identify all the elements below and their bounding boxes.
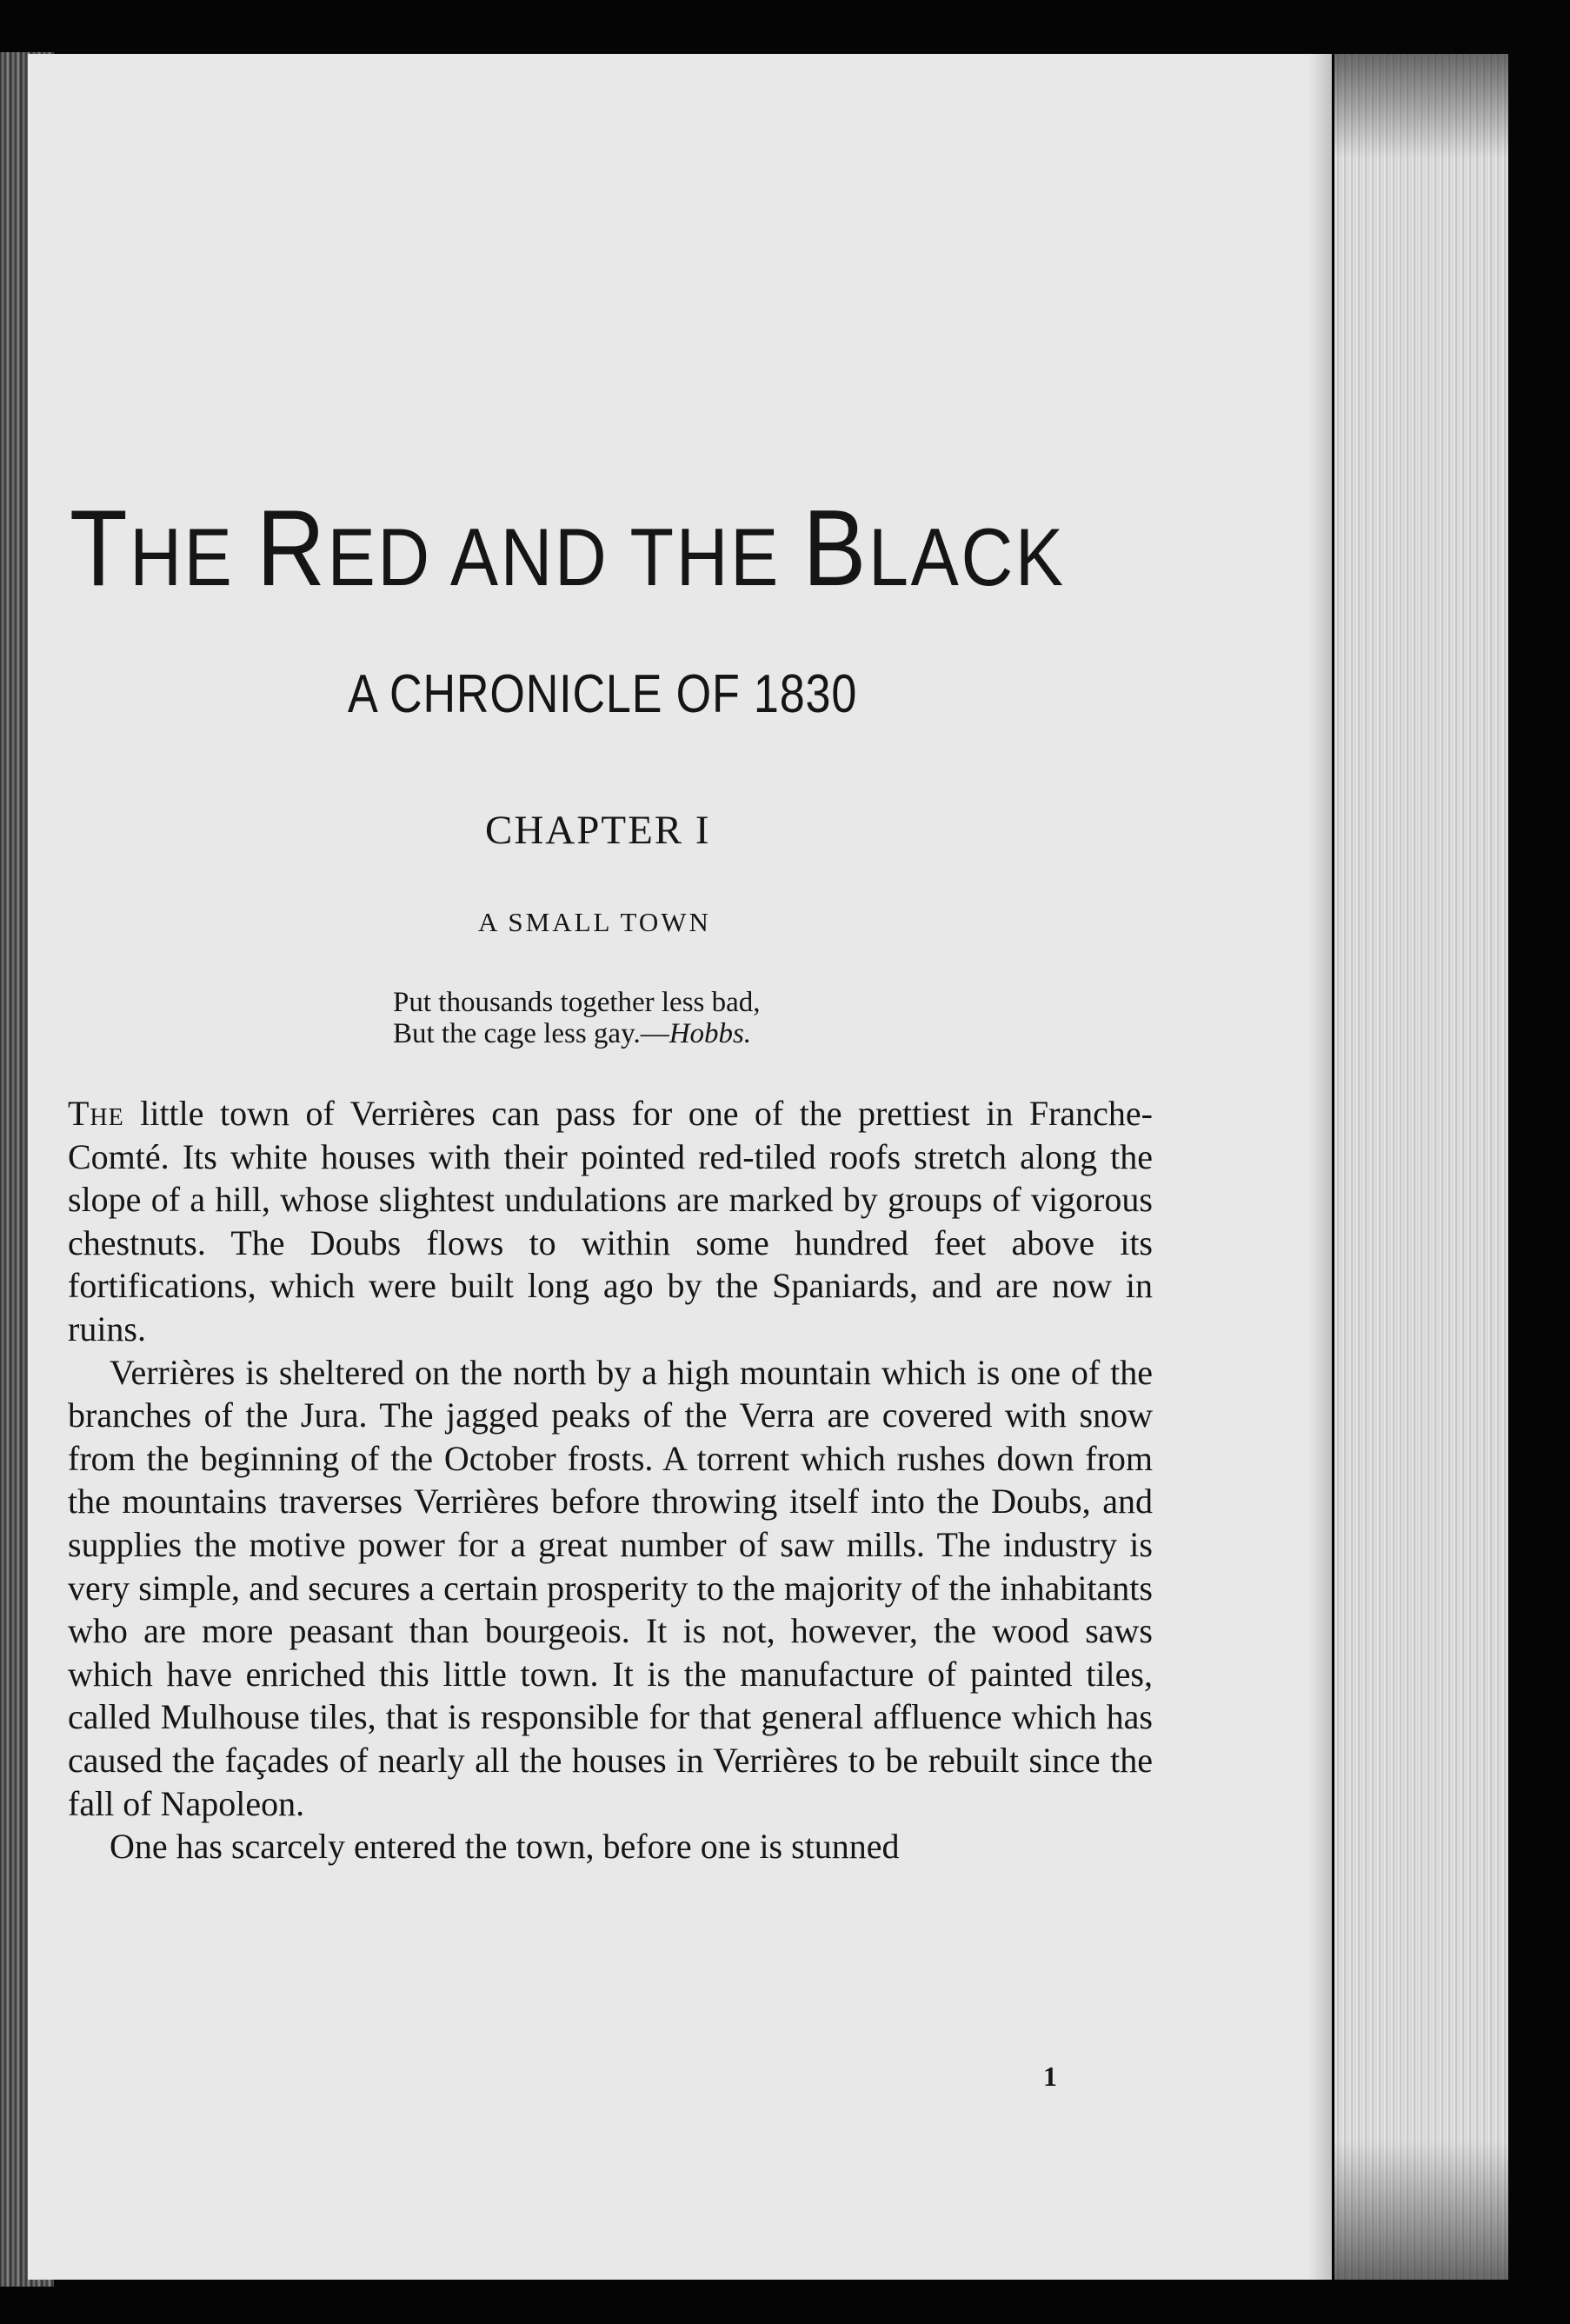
epigraph-author: Hobbs. — [669, 1018, 752, 1049]
title-word: RED — [256, 489, 432, 609]
epigraph — [393, 987, 915, 1049]
book-title — [70, 487, 1064, 610]
book-subtitle: A CHRONICLE OF 1830 — [348, 664, 858, 724]
title-word: THE — [70, 489, 235, 609]
title-word: BLACK — [802, 489, 1066, 609]
chapter-heading: CHAPTER I — [485, 808, 711, 853]
body-paragraph: Verrières is sheltered on the north by a high mountain which is one of the branches of the Jura. The jagged peaks of the Verra are covered with snow from the beginning of the October frosts. A torrent which rushes down from the mountains traverses Verrières before throwing itself into the Doubs, and supplies the motive power for a great number of saw mills. The industry is very simple, and secures a certain prosperity to the majority of the inhabitants who are more peasant than bourgeois. It is not, however, the wood saws which have enriched this little town. It is the manufacture of painted tiles, called Mulhouse tiles, that is responsible for that general affluence which has caused the façades of nearly all the houses in Verrières to be rebuilt since the fall of Napoleon. — [68, 1352, 1153, 1823]
page-stack-edge — [1334, 54, 1508, 2280]
chapter-title: A SMALL TOWN — [478, 907, 711, 937]
chapter-body — [68, 1092, 1153, 1868]
body-paragraph: The little town of Verrières can pass for one of the prettiest in Franche-Comté. Its white houses with their pointed red-tiled roofs stretch along the slope of a hill, whose slightest undulations are marked by groups of vigorous chestnuts. The Doubs flows to within some hundred feet above its fortifications, which were built long ago by the Spaniards, and are now in ruins. — [68, 1094, 1153, 1348]
title-word: THE — [629, 511, 781, 603]
epigraph-line: But the cage less gay.—Hobbs. — [393, 1018, 752, 1049]
title-word: AND — [449, 511, 609, 603]
epigraph-line: Put thousands together less bad, — [393, 987, 761, 1018]
page-number: 1 — [1043, 2061, 1057, 2092]
body-paragraph: One has scarcely entered the town, before one is stunned — [110, 1827, 900, 1867]
paragraph-lead: The — [68, 1094, 124, 1133]
